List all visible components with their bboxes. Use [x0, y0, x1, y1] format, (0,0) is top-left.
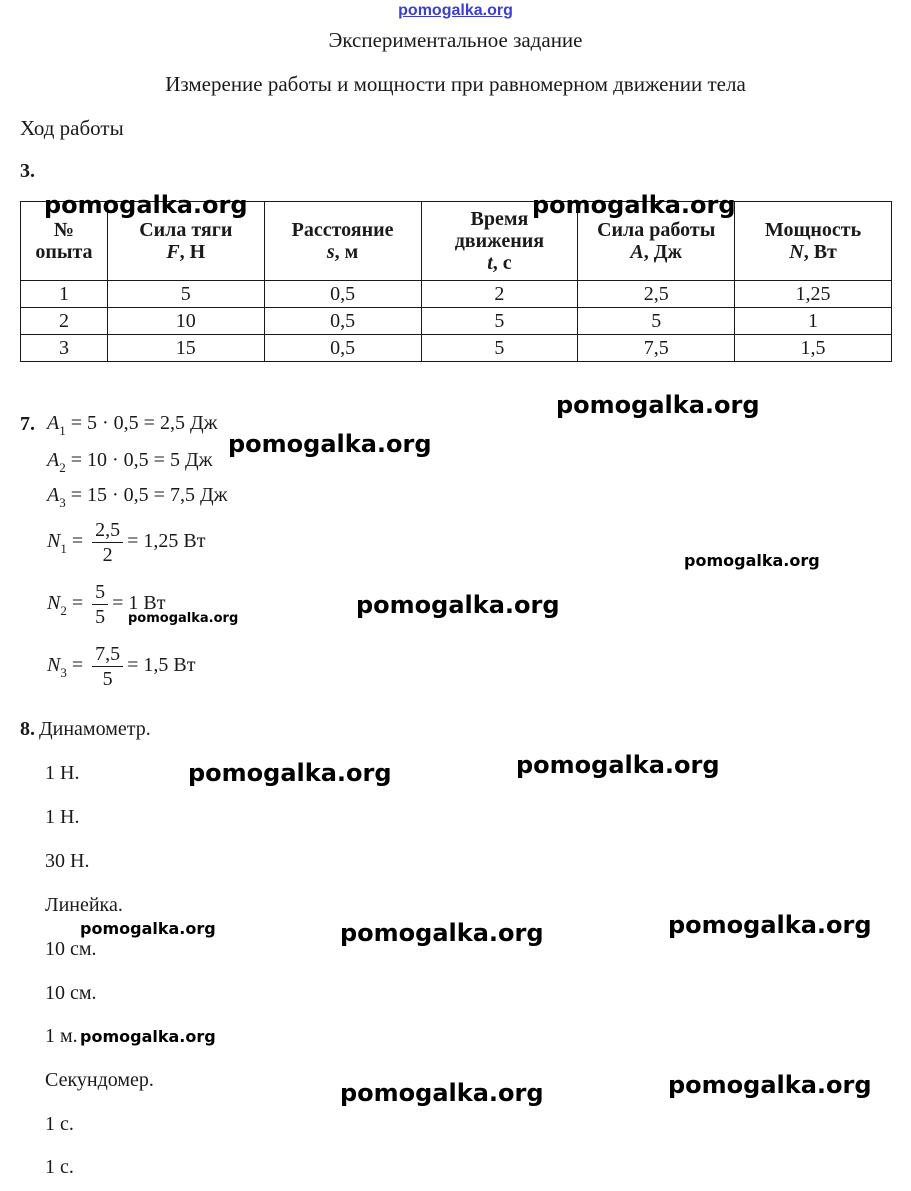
task8-heading: 8. Динамометр.: [20, 718, 151, 740]
watermark-text: pomogalka.org: [128, 611, 239, 626]
task8-line: 10 см.: [45, 982, 97, 1004]
page-title: Экспериментальное задание: [328, 28, 583, 52]
column-header: Время движения t, с: [421, 202, 578, 281]
work-formula-1: $A_1 = 5 \cdot 0,5 = 2,5$ Дж: [47, 412, 218, 438]
column-header: Сила работы A, Дж: [578, 202, 735, 281]
watermark-text: pomogalka.org: [516, 751, 720, 779]
table-cell: 10: [107, 308, 264, 335]
site-logo-link[interactable]: pomogalka.org: [398, 2, 513, 19]
task8-line: Линейка.: [45, 894, 123, 916]
watermark-text: pomogalka.org: [356, 591, 560, 619]
watermark-text: pomogalka.org: [556, 391, 760, 419]
table-cell: 2: [21, 308, 108, 335]
table-cell: 5: [578, 308, 735, 335]
column-header: Расстояние s, м: [264, 202, 421, 281]
table-cell: 2,5: [578, 281, 735, 308]
table-row: [21, 281, 892, 308]
table-cell: 5: [107, 281, 264, 308]
task8-line: 10 см.: [45, 938, 97, 960]
watermark-text: pomogalka.org: [532, 191, 736, 219]
watermark-text: pomogalka.org: [684, 551, 820, 570]
section-heading: Ход работы: [20, 116, 124, 140]
table-cell: 0,5: [264, 335, 421, 362]
watermark-text: pomogalka.org: [80, 919, 216, 938]
results-table: [20, 201, 892, 362]
power-formula-2: $N_2$ = $\frac{5}{5}$ = 1 Вт: [47, 581, 166, 628]
power-formula-3: $N_3$ = $\frac{7,5}{5}$ = 1,5 Вт: [47, 643, 196, 690]
table-cell: 3: [21, 335, 108, 362]
watermark-text: pomogalka.org: [668, 911, 872, 939]
table-cell: 5: [421, 308, 578, 335]
table-cell: 1,5: [735, 335, 892, 362]
task3-number: 3.: [20, 160, 35, 182]
task8-line: 30 Н.: [45, 850, 90, 872]
table-cell: 2: [421, 281, 578, 308]
watermark-text: pomogalka.org: [188, 759, 392, 787]
task8-line: 1 Н.: [45, 806, 80, 828]
table-cell: 7,5: [578, 335, 735, 362]
task8-line: 1 м.: [45, 1025, 78, 1047]
task8-line: 1 с.: [45, 1113, 74, 1135]
table-cell: 1: [21, 281, 108, 308]
watermark-text: pomogalka.org: [44, 191, 248, 219]
watermark-text: pomogalka.org: [228, 430, 432, 458]
task8-line: 1 Н.: [45, 762, 80, 784]
column-header: Мощность N, Вт: [735, 202, 892, 281]
table-row: [21, 335, 892, 362]
table-cell: 0,5: [264, 281, 421, 308]
table-cell: 1: [735, 308, 892, 335]
work-formula-3: $A_3 = 15 \cdot 0,5 = 7,5$ Дж: [47, 484, 228, 510]
watermark-text: pomogalka.org: [340, 1079, 544, 1107]
table-row: [21, 308, 892, 335]
table-cell: 1,25: [735, 281, 892, 308]
table-cell: 5: [421, 335, 578, 362]
task7-number: 7.: [20, 413, 35, 435]
power-formula-1: $N_1$ = $\frac{2,5}{2}$ = 1,25 Вт: [47, 519, 206, 566]
page-subtitle: Измерение работы и мощности при равномерном движении тела: [165, 72, 746, 96]
watermark-text: pomogalka.org: [340, 919, 544, 947]
table-cell: 0,5: [264, 308, 421, 335]
work-formula-2: $A_2 = 10 \cdot 0,5 = 5$ Дж: [47, 449, 213, 475]
task8-line: Секундомер.: [45, 1069, 154, 1091]
column-header: Сила тяги F, Н: [107, 202, 264, 281]
table-cell: 15: [107, 335, 264, 362]
watermark-text: pomogalka.org: [80, 1027, 216, 1046]
task8-line: 1 с.: [45, 1156, 74, 1178]
column-header: № опыта: [21, 202, 108, 281]
watermark-text: pomogalka.org: [668, 1071, 872, 1099]
